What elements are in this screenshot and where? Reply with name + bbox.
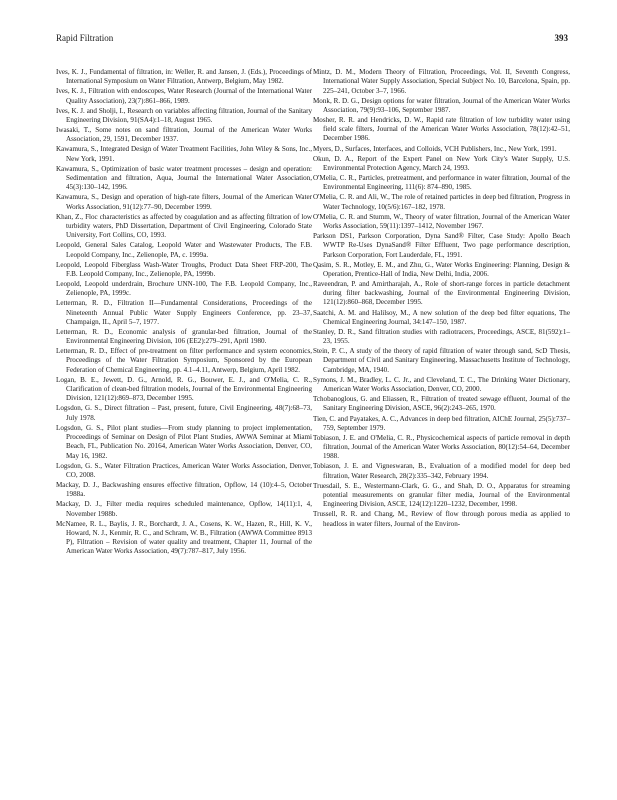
reference-entry: Leopold, Leopold underdrain, Brochure UNN-100, The F.B. Leopold Company, Inc., Zelienople, PA, 1999c. — [56, 279, 312, 298]
reference-entry: McNamee, R. L., Baylis, J. R., Borchardt, J. A., Cosens, K. W., Hazen, R., Hill, K. V., Howard, N. J., Kenmir, R. C., and Schram, W. B., Filtration (AWWA Committee 8913 P), Filtration – Revision of water quality and treatment, Chapter 11, Journal of the American Water Works Association, 49(7):787–817, July 1956. — [56, 519, 312, 556]
reference-entry: O'Melia, C. R. and Stumm, W., Theory of water filtration, Journal of the American Water Works Association, 59(11):1397–1412, November 1967. — [313, 212, 570, 230]
reference-entry: Monk, R. D. G., Design options for water filtration, Journal of the American Water Works Association, 79(9):93–106, September 1987. — [313, 96, 570, 114]
reference-entry: O'Melia, C. R. and Ali, W., The role of retained particles in deep bed filtration, Progress in Water Technology, 10(5/6):167–182, 1978. — [313, 193, 570, 211]
reference-entry: Leopold, Leopold Fiberglass Wash-Water Troughs, Product Data Sheet FRP-200, The F.B. Leopold Company, Inc., Zelienople, PA, 1999b. — [56, 260, 312, 278]
reference-entry: Qasim, S. R., Motley, E. M., and Zhu, G., Water Works Engineering: Planning, Design & Operation, Prentice-Hall of India, New Delhi, India, 2006. — [313, 260, 570, 278]
page-number: 393 — [554, 33, 568, 43]
reference-entry: Stanley, D. R., Sand filtration studies with radiotracers, Proceedings, ASCE, 81(592):1–23, 1955. — [313, 327, 570, 346]
reference-entry: Logsdon, G. S., Water Filtration Practices, American Water Works Association, Denver, CO, 2008. — [56, 461, 312, 479]
reference-entry: Symons, J. M., Bradley, L. C. Jr., and Cleveland, T. C., The Drinking Water Dictionary, American Water Works Association, Denver, CO, 2000. — [313, 375, 570, 394]
reference-entry: Logsdon, G. S., Pilot plant studies—From study planning to project implementation, Proceedings of Seminar on Design of Pilot Plant Studies, AWWA Seminar at Miami Beach, FL, Publication No. 20164, American Water Works Association, Denver, CO, May 16, 1982. — [56, 423, 312, 460]
reference-entry: Letterman, R. D., Economic analysis of granular-bed filtration, Journal of the Environmental Engineering Division, 106 (EE2):279–291, April 1980. — [56, 327, 312, 346]
reference-entry: Ives, K. J. and Sholji, I., Research on variables affecting filtration, Journal of the Sanitary Engineering Division, 91(SA4):1–18, August 1965. — [56, 106, 312, 124]
reference-entry: Tobiason, J. E. and Vigneswaran, B., Evaluation of a modified model for deep bed filtration, Water Research, 28(2):335–342, February 1994. — [313, 462, 570, 480]
reference-entry: Tien, C. and Payatakes, A. C., Advances in deep bed filtration, AIChE Journal, 25(5):737–759, September 1979. — [313, 414, 570, 432]
reference-entry: Truesdail, S. E., Westermann-Clark, G. G., and Shah, D. O., Apparatus for streaming potential measurements on granular filter media, Journal of the Environmental Engineering Division, ASCE, 124(12):1220–1232, December, 1998. — [313, 481, 570, 509]
reference-entry: O'Melia, C. R., Particles, pretreatment, and performance in water filtration, Journal of the Environmental Engineering, 111(6): 874–890, 1985. — [313, 173, 570, 192]
reference-entry: Kawamura, S., Integrated Design of Water Treatment Facilities, John Wiley & Sons, Inc., New York, 1991. — [56, 145, 312, 163]
reference-entry: Okun, D. A., Report of the Expert Panel on New York City's Water Supply, U.S. Environmental Protection Agency, March 24, 1993. — [313, 154, 570, 172]
reference-entry: Kawamura, S., Design and operation of high-rate filters, Journal of the American Water Works Association, 91(12):77–90, December 1999. — [56, 193, 312, 211]
reference-entry: Mackay, D. J., Filter media requires scheduled maintenance, Opflow, 14(11):1, 4, November 1988b. — [56, 500, 312, 518]
reference-entry: Raveendran, P. and Amirtharajah, A., Role of short-range forces in particle detachment during filter backwashing, Journal of the Environmental Engineering Division, 121(12):860–868, December 1995. — [313, 279, 570, 307]
reference-entry: Mintz, D. M., Modern Theory of Filtration, Proceedings, Vol. II, Seventh Congress, International Water Supply Association, Special Subject No. 10, Barcelona, Spain, pp. 225–241, October 3–7, 1966. — [313, 68, 570, 95]
reference-entry: Myers, D., Surfaces, Interfaces, and Colloids, VCH Publishers, Inc., New York, 1991. — [313, 144, 557, 153]
reference-entry: Ives, K. J., Filtration with endoscopes, Water Research (Journal of the International Water Quality Association), 23(7):861–866, 1989. — [56, 87, 312, 105]
reference-entry: Letterman, R. D., Filtration II—Fundamental Considerations, Proceedings of the Nineteenth Annual Public Water Supply Engineers Conference, pp. 23–37, Champaign, IL, April 5–7, 1977. — [56, 299, 312, 326]
reference-entry: Leopold, General Sales Catalog, Leopold Water and Wastewater Products, The F.B. Leopold Company, Inc., Zelienople, PA, c. 1999a. — [56, 241, 312, 259]
reference-entry: Mackay, D. J., Backwashing ensures effective filtration, Opflow, 14 (10):4–5, October 1988a. — [56, 480, 312, 499]
reference-column-left — [56, 68, 312, 557]
reference-entry: Parkson DS1, Parkson Corporation, Dyna Sand® Filter, Case Study: Apollo Beach WWTP Re-Uses DynaSand® Filter Effluent, Two page performance description, Parkson Corporation, Fort Lauderdale, FL, 1991. — [313, 232, 570, 259]
reference-entry: Tobiason, J. E. and O'Melia, C. R., Physicochemical aspects of particle removal in depth filtration, Journal of the American Water Works Association, 80(12):54–64, December 1988. — [313, 433, 570, 461]
reference-entry: Trussell, R. R. and Chang, M., Review of flow through porous media as applied to headloss in water filters, Journal of the Environ- — [313, 510, 570, 528]
reference-entry: Stein, P. C., A study of the theory of rapid filtration of water through sand, ScD Thesis, Department of Civil and Sanitary Engineering, Massachusetts Institute of Technology, Cambridge, MA, 1940. — [313, 347, 570, 374]
reference-entry: Khan, Z., Floc characteristics as affected by coagulation and as affecting filtration of low turbidity waters, PhD Dissertation, Department of Civil Engineering, Colorado State University, Fort Collins, CO, 1993. — [56, 212, 312, 240]
reference-entry: Saatchi, A. M. and Halilsoy, M., A new solution of the deep bed filter equations, The Chemical Engineering Journal, 34:147–150, 1987. — [313, 308, 570, 326]
reference-entry: Mosher, R. R. and Hendricks, D. W., Rapid rate filtration of low turbidity water using field scale filters, Journal of the American Water Works Association, 78(12):42–51, December 1986. — [313, 115, 570, 143]
reference-entry: Ives, K. J., Fundamental of filtration, in: Weller, R. and Jansen, J. (Eds.), Proceedings of International Symposium on Water Filtration, Antwerp, Belgium, May 1982. — [56, 68, 312, 86]
running-header — [56, 31, 568, 45]
reference-entry: Iwasaki, T., Some notes on sand filtration, Journal of the American Water Works Association, 29, 1591, December 1937. — [56, 126, 312, 144]
reference-column-right — [313, 68, 570, 530]
running-title: Rapid Filtration — [56, 33, 114, 43]
reference-entry: Letterman, R. D., Effect of pre-treatment on filter performance and system economics, Proceedings of the Water Filtration Symposium, Sponsored by the European Federation of Chemical Engineering, pp. 4.1–4.11, Antwerp, Belgium, April 1982. — [56, 347, 312, 374]
reference-entry: Logan, B. E., Jewett, D. G., Arnold, R. G., Bouwer, E. J., and O'Melia, C. R., Clarification of clean-bed filtration models, Journal of the Environmental Engineering Division, 121(12):869–873, December 1995. — [56, 375, 312, 403]
reference-entry: Kawamura, S., Optimization of basic water treatment processes – design and operation: Sedimentation and filtration, Aqua, Journal the International Water Association, 45(3):130–142, 1996. — [56, 164, 312, 192]
reference-entry: Logsdon, G. S., Direct filtration – Past, present, future, Civil Engineering, 48(7):68–73, July 1978. — [56, 404, 312, 422]
reference-entry: Tchobanoglous, G. and Eliassen, R., Filtration of treated sewage effluent, Journal of the Sanitary Engineering Division, ASCE, 96(2):243–265, 1970. — [313, 395, 570, 413]
